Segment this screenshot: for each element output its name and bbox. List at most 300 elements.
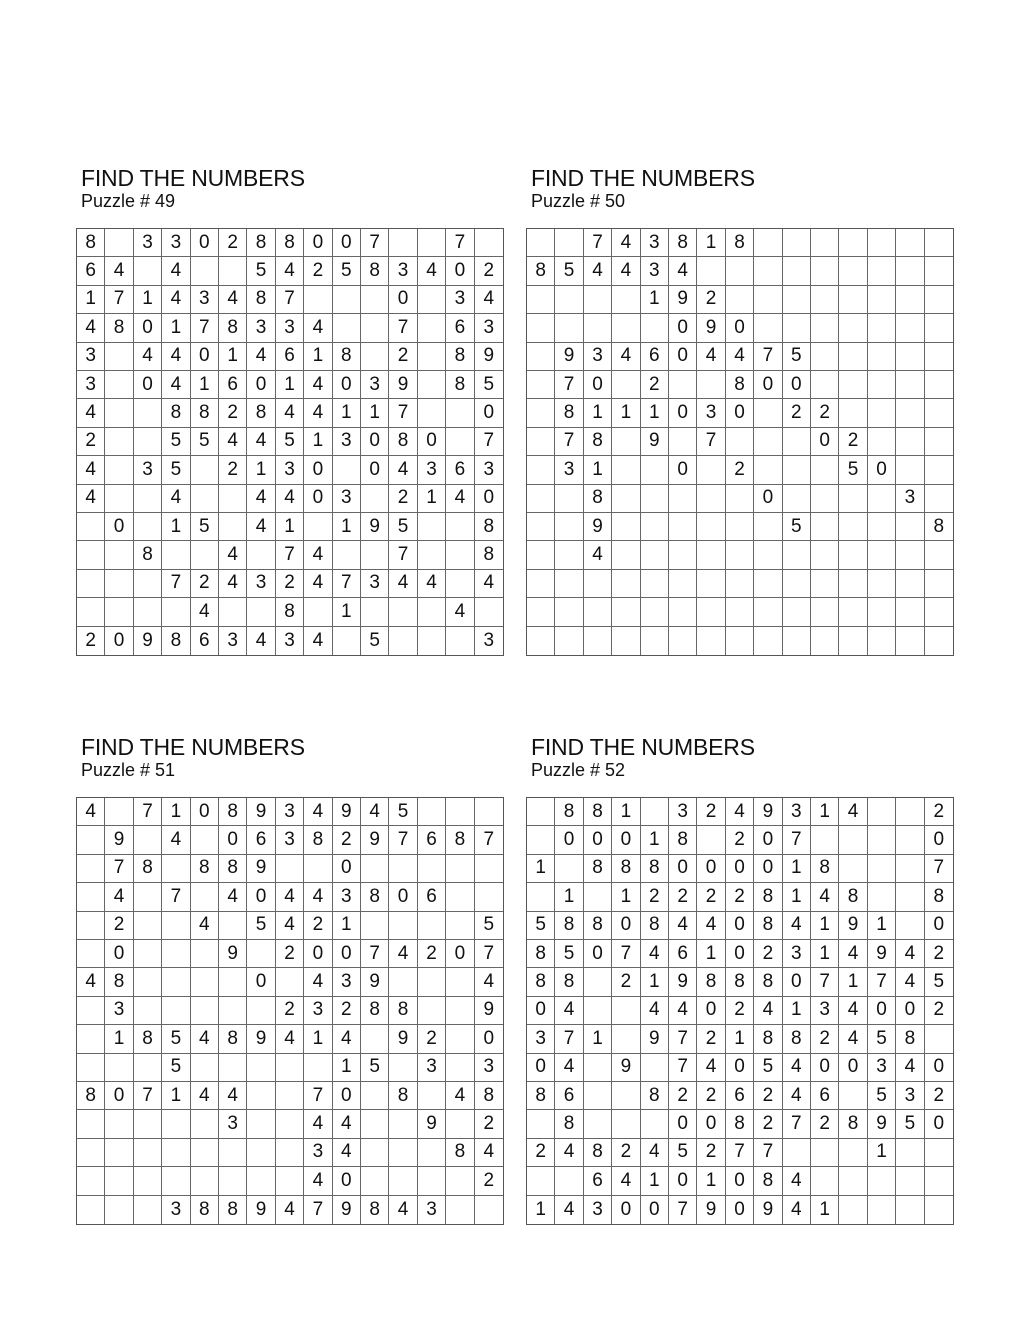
grid-cell: 8 [162,627,190,655]
grid-cell [527,627,555,655]
grid-cell: 8 [446,826,474,854]
grid-cell: 3 [868,1054,896,1082]
grid-cell: 0 [304,940,332,968]
grid-cell [811,627,839,655]
grid-cell: 8 [475,1082,503,1110]
grid-cell: 7 [446,229,474,257]
grid-cell [418,541,446,569]
grid-cell: 2 [754,1110,782,1138]
grid-cell: 3 [134,229,162,257]
grid-cell: 0 [612,912,640,940]
grid-cell [191,940,219,968]
grid-cell: 4 [77,456,105,484]
grid-cell: 3 [896,1082,924,1110]
grid-cell: 4 [726,343,754,371]
grid-cell: 0 [726,399,754,427]
grid-cell [641,513,669,541]
grid-cell: 8 [811,855,839,883]
grid-cell [105,798,133,826]
grid-cell: 7 [584,229,612,257]
grid-cell: 1 [333,399,361,427]
grid-cell [219,912,247,940]
grid-cell [77,883,105,911]
grid-cell [555,314,583,342]
grid-cell: 2 [276,570,304,598]
grid-cell: 3 [77,371,105,399]
grid-cell [105,1167,133,1195]
grid-cell [641,541,669,569]
puzzle-52 [526,734,954,1220]
grid-cell: 3 [333,485,361,513]
grid-cell [754,399,782,427]
grid-cell [811,257,839,285]
grid-cell: 4 [304,1167,332,1195]
grid-cell: 1 [105,1025,133,1053]
grid-cell: 4 [811,883,839,911]
grid-cell [868,286,896,314]
grid-cell: 0 [726,1196,754,1224]
grid-cell: 8 [555,399,583,427]
grid-cell: 4 [219,570,247,598]
grid-cell [247,1139,275,1167]
grid-cell: 2 [612,1139,640,1167]
grid-cell [77,1025,105,1053]
grid-cell: 0 [475,399,503,427]
grid-cell: 6 [276,343,304,371]
grid-cell [418,627,446,655]
grid-cell: 4 [783,1054,811,1082]
grid-cell [527,399,555,427]
grid-cell [925,598,953,626]
grid-cell: 7 [162,570,190,598]
grid-cell: 9 [555,343,583,371]
grid-cell [219,257,247,285]
grid-cell: 8 [219,1025,247,1053]
grid-cell: 4 [219,1082,247,1110]
grid-cell: 2 [726,997,754,1025]
grid-cell [162,855,190,883]
grid-cell [868,229,896,257]
grid-cell [697,513,725,541]
grid-cell [697,598,725,626]
grid-cell: 8 [555,912,583,940]
grid-cell: 8 [754,1167,782,1195]
grid-cell: 4 [304,968,332,996]
grid-cell: 4 [162,286,190,314]
grid-cell [868,513,896,541]
grid-cell: 4 [641,940,669,968]
grid-cell: 8 [754,912,782,940]
grid-cell [612,598,640,626]
grid-cell: 0 [304,229,332,257]
grid-cell: 9 [475,343,503,371]
grid-cell [77,1139,105,1167]
grid-cell [134,1054,162,1082]
grid-cell [925,399,953,427]
grid-cell: 8 [555,1110,583,1138]
grid-cell: 4 [669,257,697,285]
grid-cell: 7 [555,371,583,399]
grid-cell: 8 [276,229,304,257]
grid-cell [219,1139,247,1167]
grid-cell: 2 [697,1025,725,1053]
grid-cell [811,513,839,541]
grid-cell [361,343,389,371]
grid-cell: 9 [669,286,697,314]
grid-cell [612,513,640,541]
grid-cell [754,570,782,598]
grid-cell: 4 [191,598,219,626]
grid-cell: 3 [276,314,304,342]
grid-cell: 1 [304,343,332,371]
grid-cell: 0 [389,883,417,911]
grid-cell: 4 [247,485,275,513]
grid-cell: 8 [839,1110,867,1138]
grid-cell [839,1196,867,1224]
grid-cell: 4 [276,1196,304,1224]
grid-cell [641,485,669,513]
grid-cell: 4 [276,883,304,911]
grid-cell [105,371,133,399]
grid-cell: 0 [726,314,754,342]
grid-cell [191,1110,219,1138]
grid-cell: 3 [641,229,669,257]
grid-cell [839,513,867,541]
grid-cell: 1 [333,1054,361,1082]
grid-cell [304,1054,332,1082]
grid-cell [361,1167,389,1195]
grid-cell: 4 [162,371,190,399]
grid-cell [389,627,417,655]
grid-cell: 6 [191,627,219,655]
grid-cell: 3 [697,399,725,427]
grid-cell: 7 [162,883,190,911]
grid-cell [896,798,924,826]
grid-cell: 0 [134,314,162,342]
grid-cell [925,286,953,314]
grid-cell: 4 [783,1167,811,1195]
grid-cell [247,1110,275,1138]
grid-cell: 0 [446,257,474,285]
grid-cell: 0 [669,1110,697,1138]
grid-cell [697,541,725,569]
grid-cell [896,286,924,314]
grid-cell [527,1110,555,1138]
grid-cell [446,1054,474,1082]
grid-cell [896,541,924,569]
grid-cell: 4 [389,1196,417,1224]
grid-cell [191,1139,219,1167]
grid-cell: 4 [697,912,725,940]
grid-cell: 7 [669,1054,697,1082]
grid-cell: 7 [276,286,304,314]
grid-cell: 4 [641,1139,669,1167]
grid-cell: 4 [555,997,583,1025]
grid-cell [612,314,640,342]
grid-cell [191,1054,219,1082]
grid-cell: 4 [475,1139,503,1167]
grid-cell: 9 [333,798,361,826]
grid-cell: 7 [783,1110,811,1138]
grid-cell: 8 [641,912,669,940]
grid-cell: 4 [475,570,503,598]
grid-cell: 4 [219,883,247,911]
grid-cell [839,229,867,257]
grid-cell: 8 [162,399,190,427]
grid-cell [612,456,640,484]
grid-cell: 2 [219,229,247,257]
grid-cell: 8 [584,798,612,826]
grid-cell [925,1139,953,1167]
grid-cell [191,826,219,854]
grid-cell [669,598,697,626]
grid-cell: 3 [669,798,697,826]
grid-cell [527,883,555,911]
grid-cell [612,286,640,314]
grid-cell [925,343,953,371]
grid-cell: 7 [276,541,304,569]
grid-cell [247,598,275,626]
grid-cell: 2 [77,627,105,655]
grid-cell: 6 [584,1167,612,1195]
grid-cell [669,541,697,569]
grid-cell: 7 [304,1082,332,1110]
grid-cell [389,1139,417,1167]
grid-cell [896,883,924,911]
grid-cell: 8 [77,1082,105,1110]
grid-cell [418,399,446,427]
grid-cell [527,314,555,342]
grid-cell [333,314,361,342]
grid-cell [641,627,669,655]
grid-cell: 4 [612,343,640,371]
grid-cell [418,1082,446,1110]
grid-cell [669,371,697,399]
grid-cell: 5 [389,513,417,541]
grid-cell [839,286,867,314]
grid-cell: 8 [527,257,555,285]
grid-cell: 4 [896,968,924,996]
grid-cell: 8 [105,968,133,996]
grid-cell: 0 [697,997,725,1025]
grid-cell: 8 [333,343,361,371]
grid-cell: 0 [754,855,782,883]
grid-cell [475,883,503,911]
grid-cell [105,1054,133,1082]
grid-cell: 8 [726,1110,754,1138]
grid-cell: 0 [361,456,389,484]
grid-cell [839,485,867,513]
grid-cell: 1 [418,485,446,513]
grid-cell: 2 [475,1110,503,1138]
grid-cell [446,513,474,541]
grid-cell: 2 [726,456,754,484]
grid-cell [839,399,867,427]
grid-cell [641,1054,669,1082]
grid-cell: 4 [77,399,105,427]
grid-cell: 0 [811,1054,839,1082]
grid-cell [754,598,782,626]
grid-cell: 8 [925,883,953,911]
grid-cell: 9 [641,1025,669,1053]
grid-cell: 4 [276,912,304,940]
grid-cell [896,598,924,626]
grid-cell [896,570,924,598]
grid-cell: 1 [276,371,304,399]
grid-cell: 2 [754,940,782,968]
grid-cell [389,1054,417,1082]
grid-cell [839,371,867,399]
grid-cell [868,257,896,285]
grid-cell: 1 [219,343,247,371]
grid-cell [162,598,190,626]
grid-cell [219,485,247,513]
grid-cell [555,485,583,513]
grid-cell: 4 [584,541,612,569]
grid-cell: 8 [783,1025,811,1053]
grid-cell: 4 [304,1110,332,1138]
grid-cell: 0 [641,1196,669,1224]
grid-cell [219,1054,247,1082]
grid-cell: 8 [247,399,275,427]
grid-cell [584,598,612,626]
grid-cell: 4 [584,257,612,285]
grid-cell [641,570,669,598]
grid-cell: 3 [276,798,304,826]
grid-cell: 9 [247,855,275,883]
grid-cell [105,229,133,257]
grid-cell: 7 [105,286,133,314]
grid-cell: 5 [162,456,190,484]
grid-cell [783,570,811,598]
grid-cell: 2 [697,1139,725,1167]
grid-cell: 8 [191,1196,219,1224]
grid-cell: 7 [925,855,953,883]
grid-cell: 0 [754,485,782,513]
grid-cell [105,570,133,598]
grid-cell [584,314,612,342]
grid-cell: 8 [134,855,162,883]
grid-cell [247,541,275,569]
grid-cell: 2 [839,428,867,456]
grid-cell: 3 [475,456,503,484]
grid-cell: 1 [162,1082,190,1110]
grid-cell [896,229,924,257]
grid-cell: 4 [783,1196,811,1224]
grid-cell: 4 [389,940,417,968]
grid-cell: 8 [612,855,640,883]
grid-cell [304,598,332,626]
grid-cell [446,541,474,569]
grid-cell: 7 [612,940,640,968]
grid-cell: 2 [389,343,417,371]
grid-cell: 1 [584,456,612,484]
grid-cell: 9 [134,627,162,655]
grid-cell [134,940,162,968]
grid-cell: 4 [304,627,332,655]
grid-cell: 2 [475,257,503,285]
grid-cell [446,912,474,940]
grid-cell [925,229,953,257]
grid-cell [219,1167,247,1195]
grid-cell: 5 [475,912,503,940]
grid-cell: 2 [219,399,247,427]
grid-cell: 2 [389,485,417,513]
grid-cell [925,428,953,456]
grid-cell [304,855,332,883]
grid-cell [446,798,474,826]
grid-cell: 2 [726,826,754,854]
grid-cell: 7 [783,826,811,854]
grid-cell: 4 [77,314,105,342]
grid-cell: 3 [162,1196,190,1224]
grid-cell [868,798,896,826]
grid-cell [839,826,867,854]
grid-cell: 5 [361,1054,389,1082]
grid-cell [389,968,417,996]
grid-cell: 0 [333,371,361,399]
grid-cell [811,371,839,399]
grid-cell: 4 [361,798,389,826]
grid-cell: 0 [555,826,583,854]
grid-cell [446,399,474,427]
grid-cell [77,826,105,854]
grid-cell: 0 [783,371,811,399]
grid-cell: 0 [669,855,697,883]
grid-cell: 5 [925,968,953,996]
grid-cell [555,627,583,655]
grid-cell: 1 [868,912,896,940]
grid-cell [555,541,583,569]
grid-cell [811,826,839,854]
grid-cell [247,1054,275,1082]
grid-cell [418,1167,446,1195]
grid-cell: 2 [304,912,332,940]
grid-cell: 4 [669,912,697,940]
grid-cell [418,1139,446,1167]
grid-cell [446,883,474,911]
grid-cell [584,627,612,655]
grid-cell [418,997,446,1025]
grid-cell: 4 [247,428,275,456]
grid-cell: 7 [754,343,782,371]
grid-cell: 0 [925,1110,953,1138]
grid-cell: 0 [925,1054,953,1082]
grid-cell [669,513,697,541]
grid-cell: 2 [105,912,133,940]
grid-cell [555,570,583,598]
grid-cell: 6 [418,826,446,854]
grid-cell [191,257,219,285]
grid-cell: 3 [475,314,503,342]
grid-cell: 8 [219,314,247,342]
grid-cell: 1 [584,399,612,427]
grid-cell [896,1196,924,1224]
grid-cell: 2 [641,371,669,399]
grid-cell: 9 [361,826,389,854]
grid-cell [868,541,896,569]
puzzle-49 [76,165,504,651]
grid-cell: 6 [247,826,275,854]
grid-cell: 2 [754,1082,782,1110]
grid-cell: 3 [333,968,361,996]
grid-cell [925,541,953,569]
grid-cell: 4 [697,343,725,371]
grid-cell: 3 [219,1110,247,1138]
grid-cell [475,798,503,826]
grid-cell [134,968,162,996]
grid-cell: 8 [304,826,332,854]
